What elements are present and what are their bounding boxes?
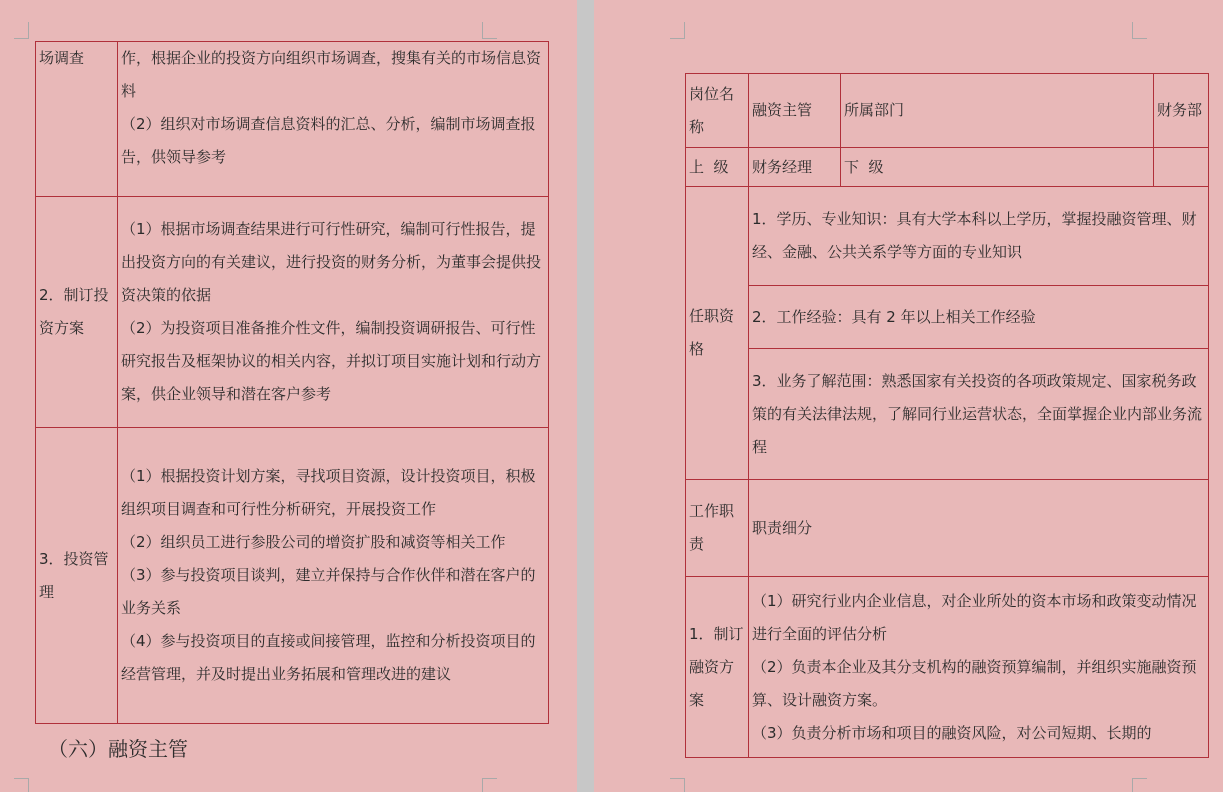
table-row: [686, 148, 1209, 187]
table-row: [686, 577, 1209, 758]
table-row: [36, 197, 549, 428]
table-row: [686, 349, 1209, 480]
content-line: （1）研究行业内企业信息，对企业所处的资本市场和政策变动情况进行全面的评估分析: [752, 592, 1197, 643]
row-content: [118, 197, 549, 428]
page-corner-mark: [670, 22, 685, 39]
table-row: [686, 286, 1209, 349]
section-heading: （六）融资主管: [48, 737, 188, 761]
duty-label: 工作职责: [686, 480, 749, 577]
superior-value: 财务经理: [749, 148, 841, 187]
plan-label: 1．制订融资方案: [686, 577, 749, 758]
position-spec-table: [685, 73, 1209, 758]
dept-label: 所属部门: [841, 74, 1154, 148]
page-corner-mark: [14, 778, 29, 792]
page-corner-mark: [1132, 22, 1147, 39]
table-row: [686, 74, 1209, 148]
page-corner-mark: [482, 778, 497, 792]
content-line: 作，根据企业的投资方向组织市场调查，搜集有关的市场信息资料: [121, 49, 542, 100]
row-content: [118, 428, 549, 724]
row-label: 场调查: [36, 42, 118, 197]
content-line: （1）根据投资计划方案，寻找项目资源，设计投资项目，积极组织项目调查和可行性分析研究，开展投资工作: [121, 467, 536, 518]
row-content: [118, 42, 549, 197]
job-duty-table: [35, 41, 549, 724]
position-value: 融资主管: [749, 74, 841, 148]
dept-value: 财务部: [1154, 74, 1209, 148]
content-line: （3）参与投资项目谈判，建立并保持与合作伙伴和潜在客户的业务关系: [121, 566, 536, 617]
row-label: 2．制订投资方案: [36, 197, 118, 428]
content-line: （3）负责分析市场和项目的融资风险，对公司短期、长期的: [752, 724, 1152, 742]
qualification-item: 3．业务了解范围：熟悉国家有关投资的各项政策规定、国家税务政策的有关法律法规，了解同行业运营状态，全面掌握企业内部业务流程: [749, 349, 1209, 480]
subordinate-label: 下 级: [841, 148, 1154, 187]
page-corner-mark: [1132, 778, 1147, 792]
page-corner-mark: [14, 22, 29, 39]
subordinate-value: [1154, 148, 1209, 187]
content-line: （1）根据市场调查结果进行可行性研究，编制可行性报告，提出投资方向的有关建议，进行投资的财务分析，为董事会提供投资决策的依据: [121, 220, 542, 304]
table-row: [686, 187, 1209, 286]
qualification-item: 1．学历、专业知识：具有大学本科以上学历，掌握投融资管理、财经、金融、公共关系学等方面的专业知识: [749, 187, 1209, 286]
page-corner-mark: [482, 22, 497, 39]
plan-content: [749, 577, 1209, 758]
duty-value: 职责细分: [749, 480, 1209, 577]
page-corner-mark: [670, 778, 685, 792]
document-page-left: [0, 0, 577, 792]
table-row: [36, 42, 549, 197]
table-row: [686, 480, 1209, 577]
position-label: 岗位名称: [686, 74, 749, 148]
qualification-item: 2．工作经验：具有 2 年以上相关工作经验: [749, 286, 1209, 349]
table-row: [36, 428, 549, 724]
qualification-label: 任职资格: [686, 187, 749, 480]
superior-label: 上 级: [686, 148, 749, 187]
content-line: （2）为投资项目准备推介性文件，编制投资调研报告、可行性研究报告及框架协议的相关内容，并拟订项目实施计划和行动方案，供企业领导和潜在客户参考: [121, 319, 542, 403]
content-line: （2）组织员工进行参股公司的增资扩股和减资等相关工作: [121, 533, 506, 551]
content-line: （2）组织对市场调查信息资料的汇总、分析，编制市场调查报告，供领导参考: [121, 115, 536, 166]
row-label: 3．投资管理: [36, 428, 118, 724]
content-line: （2）负责本企业及其分支机构的融资预算编制，并组织实施融资预算、设计融资方案。: [752, 658, 1197, 709]
content-line: （4）参与投资项目的直接或间接管理，监控和分析投资项目的经营管理，并及时提出业务拓展和管理改进的建议: [121, 632, 536, 683]
page-gutter: [577, 0, 594, 792]
